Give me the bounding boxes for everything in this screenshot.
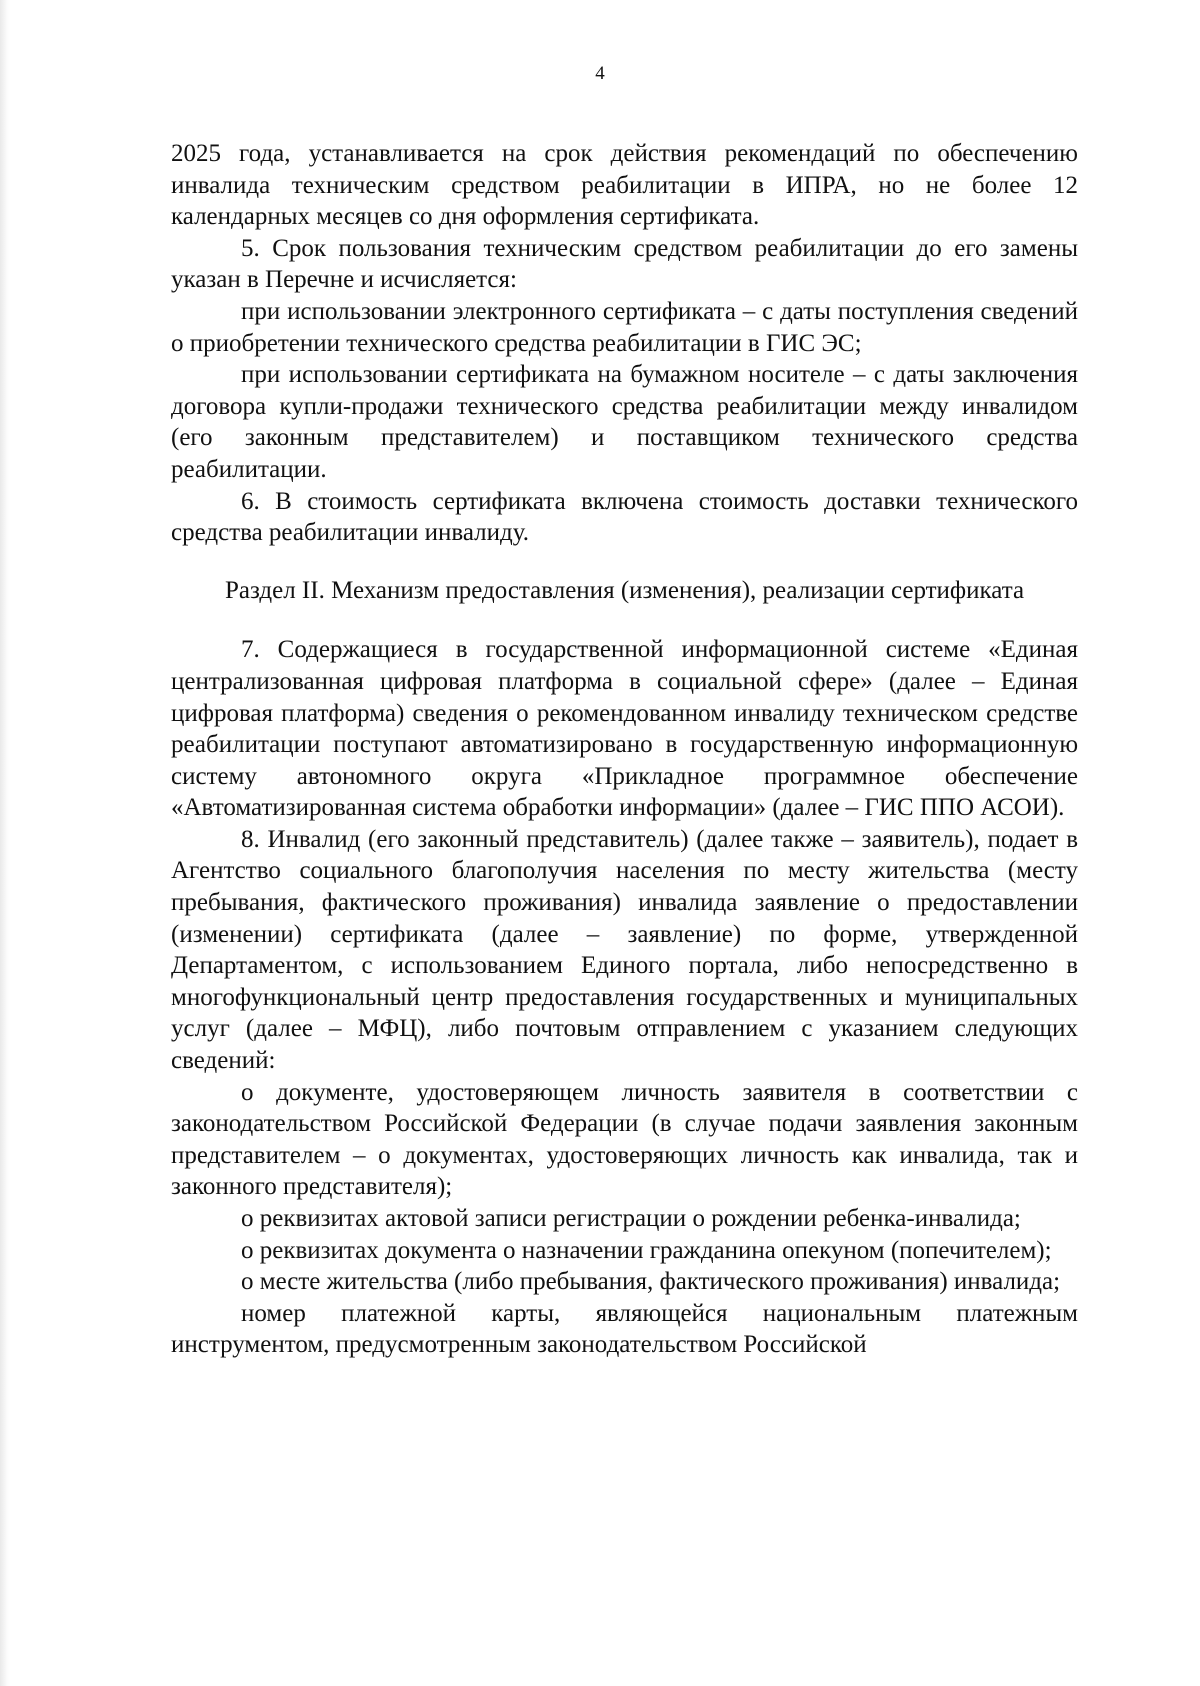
paragraph-item-6: 6. В стоимость сертификата включена стоимость доставки технического средства реабилитации инвалиду. <box>171 487 1078 547</box>
paragraph-birth-record: о реквизитах актовой записи регистрации о рождении ребенка-инвалида; <box>241 1205 1021 1232</box>
paragraph-electronic-certificate: при использовании электронного сертификата – с даты поступления сведений о приобретении технического средства реабилитации в ГИС ЭС; <box>171 297 1078 357</box>
section-heading: Раздел II. Механизм предоставления (изменения), реализации сертификата <box>224 576 1025 604</box>
scan-edge <box>0 0 10 1686</box>
paragraph-identity-document: о документе, удостоверяющем личность заявителя в соответствии с законодательством Российской Федерации (в случае подачи заявления законным представителем – о документах, удостоверяющих личность как инвалида, так и законного представителя); <box>171 1078 1078 1201</box>
paragraph-item-8: 8. Инвалид (его законный представитель) (далее также – заявитель), подает в Агентство социального благополучия населения по месту жительства (месту пребывания, фактического проживания) инвалида заявление о предоставлении (изменении) сертификата (далее – заявление) по форме, утвержденной Департаментом, с использованием Единого портала, либо непосредственно в многофункциональный центр предоставления государственных и муниципальных услуг (далее – МФЦ), либо почтовым отправлением с указанием следующих сведений: <box>171 825 1078 1075</box>
paragraph-item-7: 7. Содержащиеся в государственной информационной системе «Единая централизованная цифровая платформа в социальной сфере» (далее – Единая цифровая платформа) сведения о рекомендованном инвалиду техническом средстве реабилитации поступают автоматизировано в государственную информационную систему автономного округа «Прикладное программное обеспечение «Автоматизированная система обработки информации» (далее – ГИС ППО АСОИ). <box>171 636 1078 822</box>
paragraph-guardian-document: о реквизитах документа о назначении гражданина опекуном (попечителем); <box>241 1236 1052 1264</box>
paragraph-continuation: 2025 года, устанавливается на срок действия рекомендаций по обеспечению инвалида техническим средством реабилитации в ИПРА, но не более 12 календарных месяцев со дня оформления сертификата. <box>171 140 1078 231</box>
paragraph-payment-card: номер платежной карты, являющейся национальным платежным инструментом, предусмотренным законодательством Российской <box>171 1299 1078 1359</box>
page-number: 4 <box>595 63 605 84</box>
paragraph-paper-certificate: при использовании сертификата на бумажном носителе – с даты заключения договора купли-продажи технического средства реабилитации между инвалидом (его законным представителем) и поставщиком технического средства реабилитации. <box>171 361 1078 483</box>
paragraph-place-of-residence: о месте жительства (либо пребывания, фактического проживания) инвалида; <box>241 1268 1061 1296</box>
document-body <box>171 138 1078 1361</box>
paragraph-item-5: 5. Срок пользования техническим средством реабилитации до его замены указан в Перечне и исчисляется: <box>171 234 1078 294</box>
